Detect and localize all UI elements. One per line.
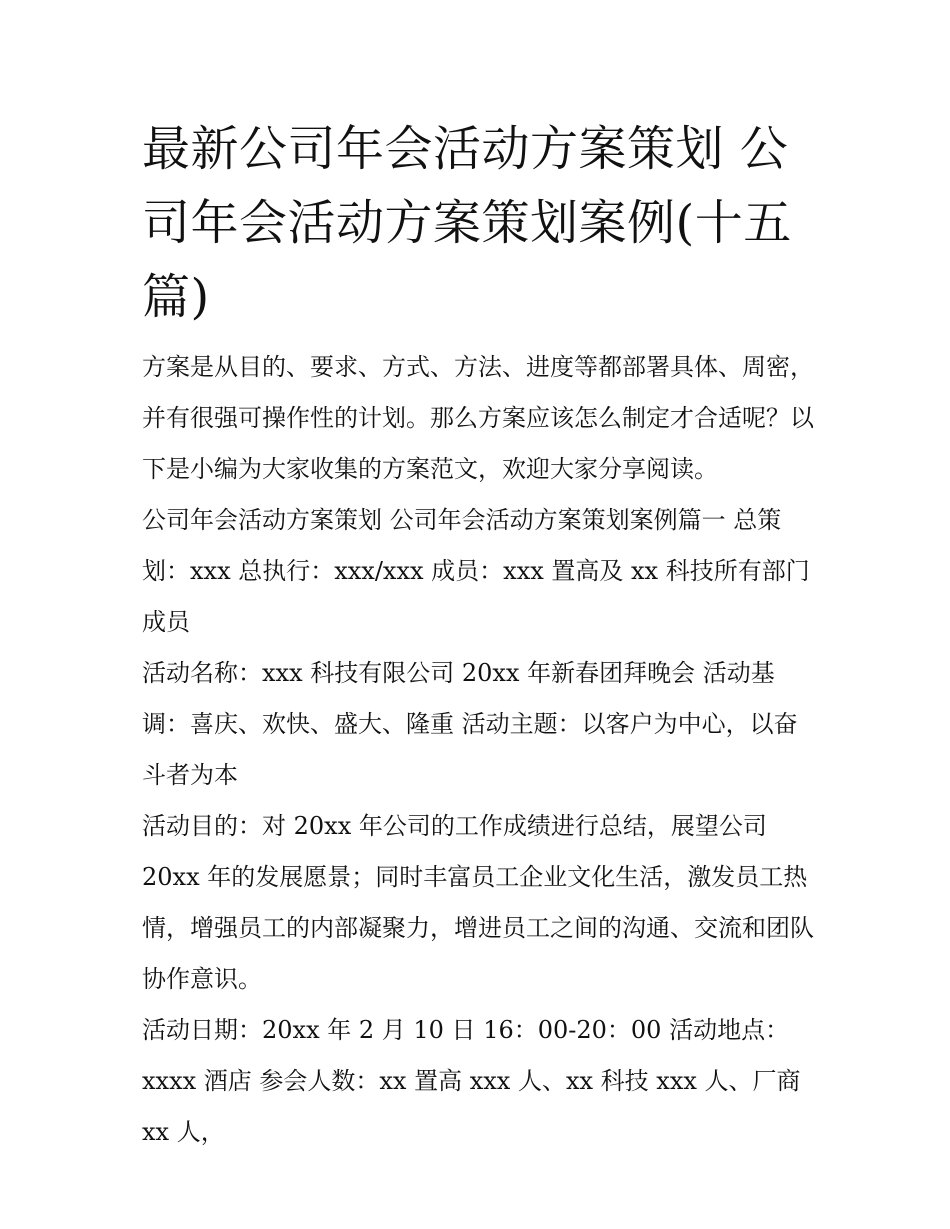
title-spacer — [142, 334, 814, 342]
paragraph-activity-purpose: 活动目的：对 20xx 年公司的工作成绩进行总结，展望公司 20xx 年的发展愿景；同时丰富员工企业文化生活，激发员工热情，增强员工的内部凝聚力，增进员工之间的沟通、交流和团队协作意识。 — [142, 812, 814, 993]
paragraph-activity-date: 活动日期：20xx 年 2 月 10 日 16：00-20：00 活动地点：xxxx 酒店 参会人数：xx 置高 xxx 人、xx 科技 xxx 人、厂商 xx 人， — [142, 1016, 801, 1146]
document-title: 最新公司年会活动方案策划 公司年会活动方案策划案例(十五篇) — [142, 121, 792, 325]
paragraph-organizers: 公司年会活动方案策划 公司年会活动方案策划案例篇一 总策划：xxx 总执行：xxx/xxx 成员：xxx 置高及 xx 科技所有部门成员 — [142, 506, 810, 636]
paragraph-intro: 方案是从目的、要求、方式、方法、进度等都部署具体、周密，并有很强可操作性的计划。那么方案应该怎么制定才合适呢？以下是小编为大家收集的方案范文，欢迎大家分享阅读。 — [142, 353, 814, 483]
paragraph-activity-name: 活动名称：xxx 科技有限公司 20xx 年新春团拜晚会 活动基调：喜庆、欢快、盛大、隆重 活动主题：以客户为中心，以奋斗者为本 — [142, 659, 798, 789]
document-page — [142, 112, 814, 1158]
